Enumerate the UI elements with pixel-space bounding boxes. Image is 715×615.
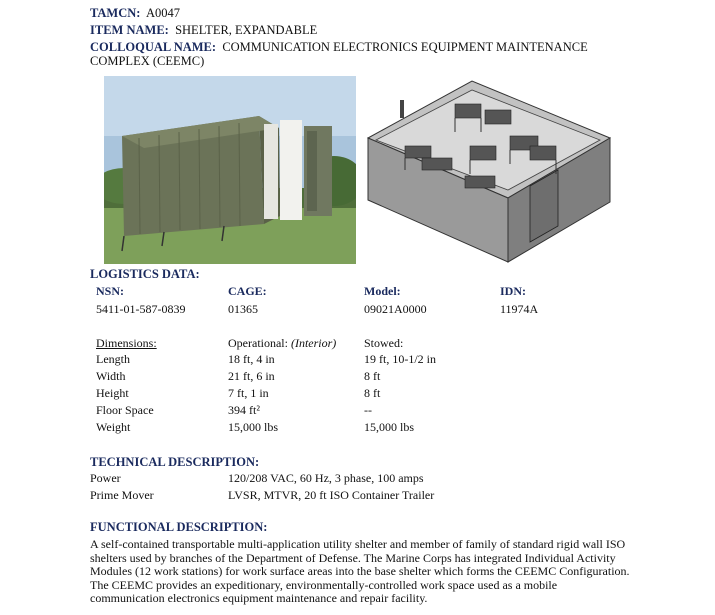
shelter-interior-render xyxy=(360,76,616,264)
dim-row-name: Floor Space xyxy=(96,403,154,417)
cage-value: 01365 xyxy=(228,302,258,316)
colloquial-line xyxy=(90,40,588,54)
dim-row-name: Height xyxy=(96,386,129,400)
power-label: Power xyxy=(90,471,121,485)
colloquial-value-cont: COMPLEX (CEEMC) xyxy=(90,54,205,68)
dim-row-stowed: 8 ft xyxy=(364,369,381,383)
dim-row-operational: 18 ft, 4 in xyxy=(228,352,275,366)
dim-row-operational: 15,000 lbs xyxy=(228,420,279,434)
item-name-label: ITEM NAME: xyxy=(90,23,169,37)
power-value: 120/208 VAC, 60 Hz, 3 phase, 100 amps xyxy=(228,471,424,485)
dim-row-stowed: 15,000 lbs xyxy=(364,420,415,434)
dim-row-name: Length xyxy=(96,352,130,366)
operational-interior-note: (Interior) xyxy=(290,336,337,350)
functional-text: A self-contained transportable multi-application utility shelter and member of family of standard rigid wall ISO shelters used by branches of the Department of Defense. The Marine Corps has integrated Individual Activity Modules (12 work stations) for work surface areas into the base shelter which forms the CEEMC Configuration. The CEEMC provides an expeditionary, environmentally-controlled work space used as a mobile communication electronics equipment maintenance and repair facility. xyxy=(90,537,630,605)
dim-row-stowed: 8 ft xyxy=(364,386,381,400)
cage-label: CAGE: xyxy=(228,284,267,298)
model-label: Model: xyxy=(364,284,401,298)
colloquial-value: COMMUNICATION ELECTRONICS EQUIPMENT MAINTENANCE xyxy=(222,40,588,54)
tamcn-label: TAMCN: xyxy=(90,6,141,20)
item-name-value: SHELTER, EXPANDABLE xyxy=(175,23,318,37)
stowed-header: Stowed: xyxy=(364,336,404,350)
prime-mover-value: LVSR, MTVR, 20 ft ISO Container Trailer xyxy=(228,488,435,502)
dim-row-name: Weight xyxy=(96,420,131,434)
operational-label: Operational: xyxy=(228,336,288,350)
shelter-photo xyxy=(104,76,356,264)
operational-header xyxy=(228,336,336,351)
tamcn-line xyxy=(90,6,180,20)
dim-row-stowed: 19 ft, 10-1/2 in xyxy=(364,352,436,366)
dimensions-header: Dimensions: xyxy=(96,336,157,350)
prime-mover-label: Prime Mover xyxy=(90,488,154,502)
logistics-title: LOGISTICS DATA: xyxy=(90,267,200,281)
idn-value: 11974A xyxy=(500,302,539,316)
dim-row-operational: 21 ft, 6 in xyxy=(228,369,275,383)
model-value: 09021A0000 xyxy=(364,302,427,316)
functional-title: FUNCTIONAL DESCRIPTION: xyxy=(90,520,268,534)
technical-title: TECHNICAL DESCRIPTION: xyxy=(90,455,260,469)
dim-row-name: Width xyxy=(96,369,126,383)
idn-label: IDN: xyxy=(500,284,526,298)
nsn-label: NSN: xyxy=(96,284,125,298)
colloquial-line-2 xyxy=(90,54,204,68)
tamcn-value: A0047 xyxy=(146,6,181,20)
nsn-value: 5411-01-587-0839 xyxy=(96,302,186,316)
dim-row-stowed: -- xyxy=(364,403,372,417)
dim-row-operational: 7 ft, 1 in xyxy=(228,386,269,400)
dim-row-operational: 394 ft² xyxy=(228,403,260,417)
colloquial-label: COLLOQUAL NAME: xyxy=(90,40,217,54)
item-name-line xyxy=(90,23,317,37)
